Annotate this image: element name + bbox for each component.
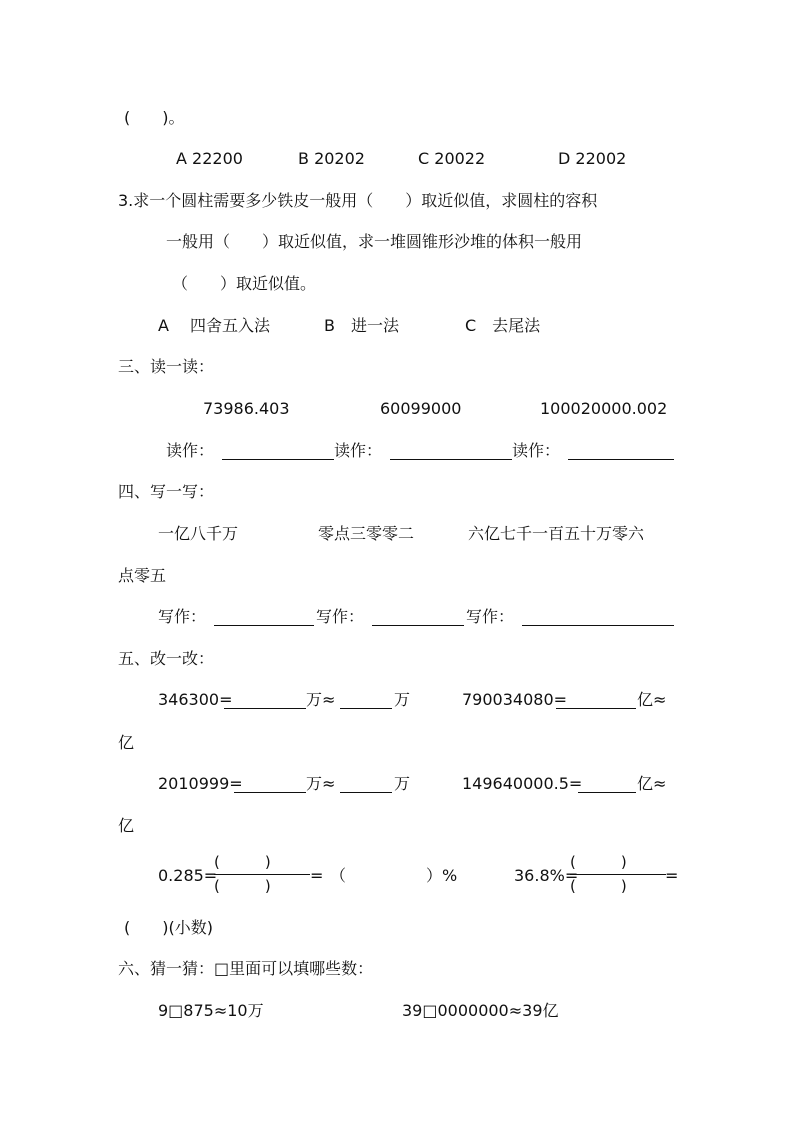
fraction-numerator: ( ) xyxy=(214,853,271,871)
write-answer-blank-1[interactable] xyxy=(214,607,314,626)
fraction-denominator: ( ) xyxy=(570,877,627,895)
read-label-3: 读作： xyxy=(512,441,561,460)
convert-expr-4: 149640000.5= xyxy=(462,774,583,793)
write-word-3: 六亿七千一百五十万零六 xyxy=(468,524,645,543)
read-number-1: 73986.403 xyxy=(203,399,290,418)
q3-option-b: B 进一法 xyxy=(324,316,399,335)
q2-option-c: C 20022 xyxy=(418,149,486,168)
convert-blank-2a[interactable] xyxy=(556,690,636,709)
read-label-2: 读作： xyxy=(334,441,383,460)
equals-sign: = xyxy=(310,866,324,885)
q3-line3: （ ）取近似值。 xyxy=(172,274,317,293)
fraction-expr-1: 0.285= xyxy=(158,866,218,885)
top-paren: ( )。 xyxy=(124,108,185,127)
yi-unit: 亿 xyxy=(637,774,654,793)
percent-blank: （ ）% xyxy=(330,866,458,885)
read-number-2: 60099000 xyxy=(380,399,462,418)
decimal-blank-tail: ( )(小数) xyxy=(124,918,213,937)
q3-option-c: C 去尾法 xyxy=(465,316,541,335)
write-answer-blank-3[interactable] xyxy=(522,607,674,626)
approx-sign: ≈ xyxy=(322,774,336,793)
read-answer-blank-3[interactable] xyxy=(568,441,674,460)
fraction-blank-2[interactable] xyxy=(570,853,666,897)
write-label-1: 写作： xyxy=(158,607,207,626)
write-answer-blank-2[interactable] xyxy=(372,607,464,626)
wan-unit: 万 xyxy=(306,690,323,709)
section4-title: 四、写一写： xyxy=(118,482,215,501)
wan-unit: 万 xyxy=(394,690,411,709)
convert-blank-4a[interactable] xyxy=(578,774,636,793)
convert-expr-1: 346300= xyxy=(158,690,233,709)
equals-sign: = xyxy=(665,866,679,885)
approx-sign: ≈ xyxy=(653,774,667,793)
fraction-expr-2: 36.8%= xyxy=(514,866,579,885)
convert-expr-3: 2010999= xyxy=(158,774,243,793)
q2-option-a: A 22200 xyxy=(176,149,243,168)
read-label-1: 读作： xyxy=(166,441,215,460)
fraction-blank-1[interactable] xyxy=(214,853,310,897)
read-answer-blank-1[interactable] xyxy=(222,441,334,460)
convert-blank-1a[interactable] xyxy=(224,690,306,709)
q3-line2: 一般用（ ）取近似值，求一堆圆锥形沙堆的体积一般用 xyxy=(166,232,583,251)
fraction-bar xyxy=(214,874,310,875)
convert-blank-3a[interactable] xyxy=(234,774,306,793)
section3-title: 三、读一读： xyxy=(118,357,215,376)
convert-blank-1b[interactable] xyxy=(340,690,392,709)
read-answer-blank-2[interactable] xyxy=(390,441,512,460)
guess-expr-2: 39□0000000≈39亿 xyxy=(402,1001,559,1020)
guess-expr-1: 9□875≈10万 xyxy=(158,1001,264,1020)
wan-unit: 万 xyxy=(306,774,323,793)
fraction-denominator: ( ) xyxy=(214,877,271,895)
write-word-2: 零点三零零二 xyxy=(318,524,415,543)
q3-line1: 3.求一个圆柱需要多少铁皮一般用（ ）取近似值，求圆柱的容积 xyxy=(118,191,598,210)
fraction-bar xyxy=(570,874,666,875)
write-word-3-continued: 点零五 xyxy=(118,566,167,585)
section5-title: 五、改一改： xyxy=(118,649,215,668)
q3-option-a: A 四舍五入法 xyxy=(158,316,271,335)
convert-expr-2: 790034080= xyxy=(462,690,568,709)
section6-title: 六、猜一猜：□里面可以填哪些数： xyxy=(118,959,374,978)
yi-unit: 亿 xyxy=(118,733,135,752)
wan-unit: 万 xyxy=(394,774,411,793)
yi-unit: 亿 xyxy=(637,690,654,709)
q2-option-b: B 20202 xyxy=(298,149,365,168)
write-word-1: 一亿八千万 xyxy=(158,524,239,543)
approx-sign: ≈ xyxy=(322,690,336,709)
q2-option-d: D 22002 xyxy=(558,149,627,168)
write-label-3: 写作： xyxy=(466,607,515,626)
read-number-3: 100020000.002 xyxy=(540,399,668,418)
convert-blank-3b[interactable] xyxy=(340,774,392,793)
approx-sign: ≈ xyxy=(653,690,667,709)
fraction-numerator: ( ) xyxy=(570,853,627,871)
yi-unit: 亿 xyxy=(118,816,135,835)
write-label-2: 写作： xyxy=(316,607,365,626)
